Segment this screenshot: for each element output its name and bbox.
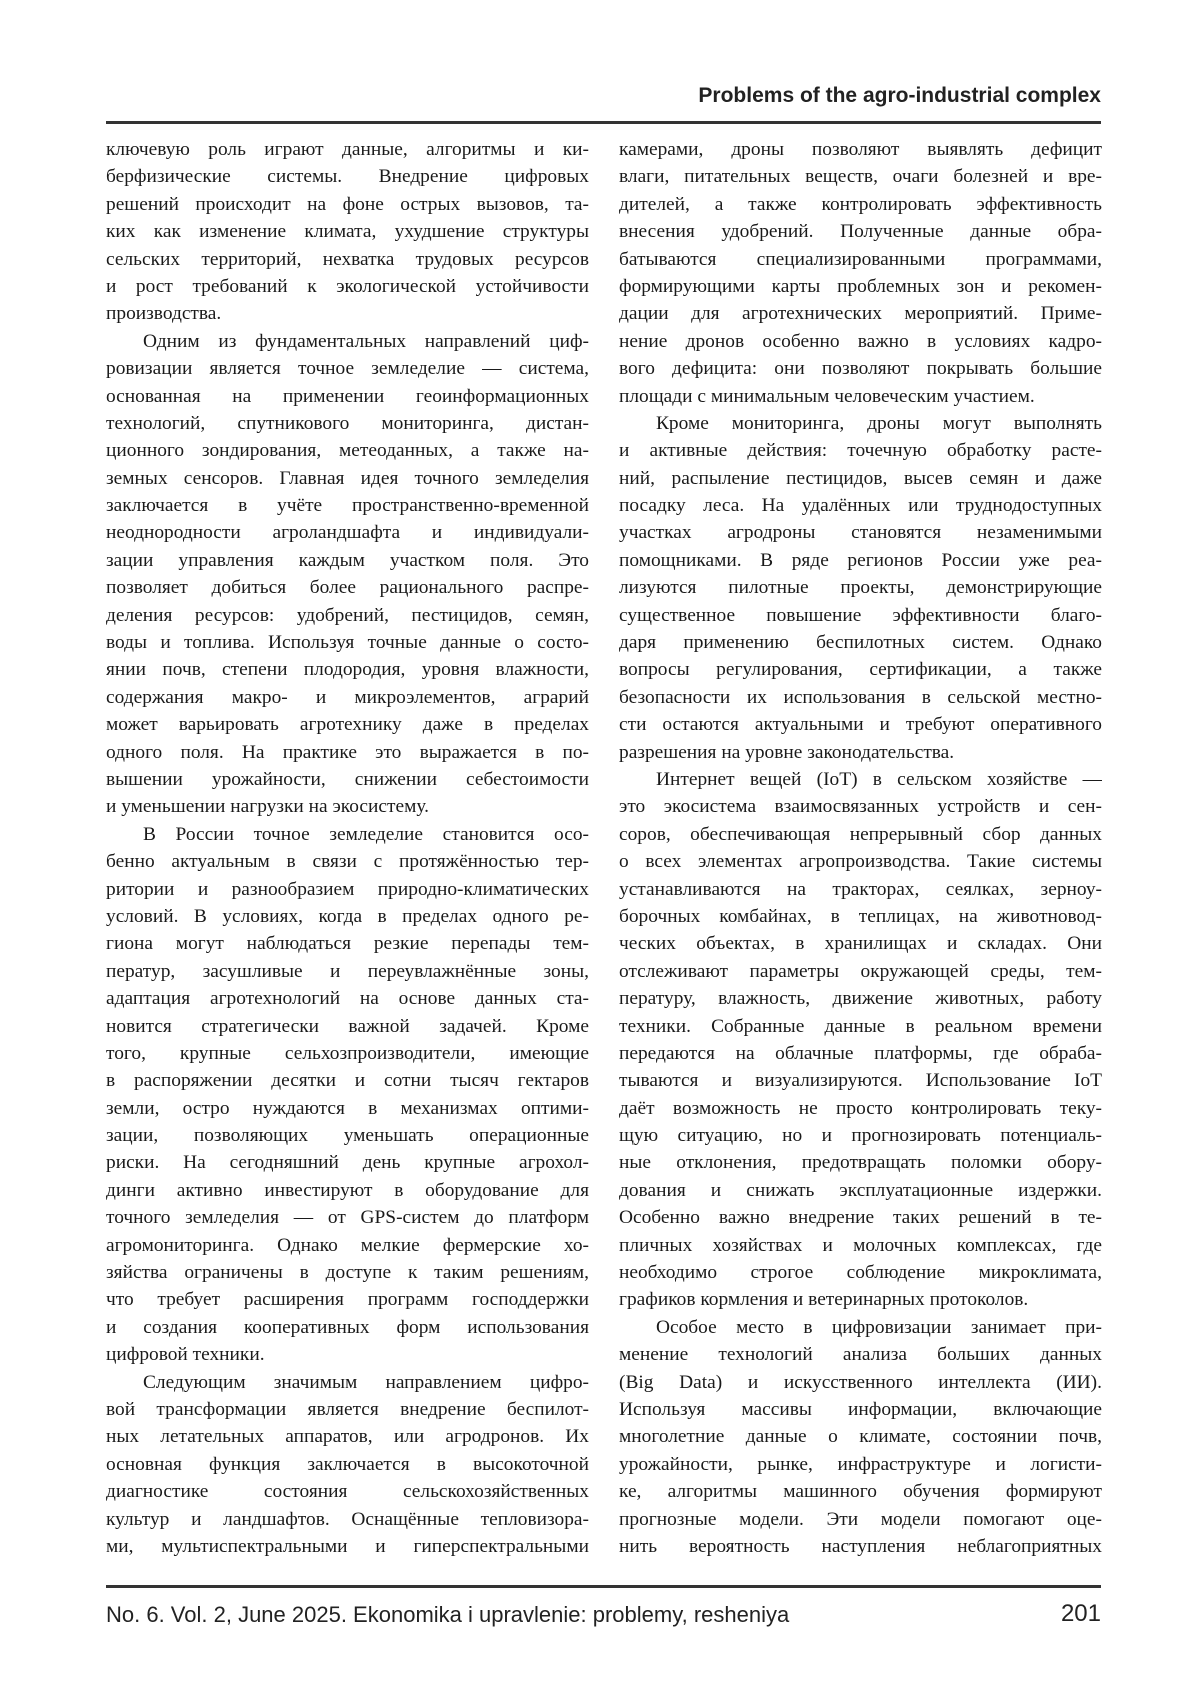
text-line: что требует расширения программ господдержки <box>106 1286 589 1313</box>
text-line: посадку леса. На удалённых или труднодоступных <box>619 492 1102 519</box>
text-line: и уменьшении нагрузки на экосистему. <box>106 793 589 820</box>
text-line: культур и ландшафтов. Оснащённые тепловизора- <box>106 1506 589 1533</box>
paragraph <box>106 821 589 1369</box>
paragraph <box>619 136 1102 410</box>
text-line: батываются специализированными программами, <box>619 246 1102 273</box>
text-line: сельских территорий, нехватка трудовых ресурсов <box>106 246 589 273</box>
text-column-right <box>619 136 1102 1560</box>
text-line: сти остаются актуальными и требуют оперативного <box>619 711 1102 738</box>
text-line: ровизации является точное земледелие — система, <box>106 355 589 382</box>
text-line: условий. В условиях, когда в пределах одного ре- <box>106 903 589 930</box>
text-line: графиков кормления и ветеринарных протоколов. <box>619 1286 1102 1313</box>
text-line: вой трансформации является внедрение беспилот- <box>106 1396 589 1423</box>
paragraph <box>619 1314 1102 1561</box>
paragraph <box>106 1369 589 1561</box>
text-line: новится стратегически важной задачей. Кроме <box>106 1013 589 1040</box>
text-line: пличных хозяйствах и молочных комплексах, где <box>619 1232 1102 1259</box>
text-line: камерами, дроны позволяют выявлять дефицит <box>619 136 1102 163</box>
text-line: неоднородности агроландшафта и индивидуали- <box>106 519 589 546</box>
text-line: помощниками. В ряде регионов России уже реа- <box>619 547 1102 574</box>
text-line: тываются и визуализируются. Использование IoT <box>619 1067 1102 1094</box>
text-line: Особенно важно внедрение таких решений в те- <box>619 1204 1102 1231</box>
text-line: агромониторинга. Однако мелкие фермерские хо- <box>106 1232 589 1259</box>
text-line: зации, позволяющих уменьшать операционные <box>106 1122 589 1149</box>
text-line: деления ресурсов: удобрений, пестицидов, семян, <box>106 602 589 629</box>
text-line: содержания макро- и микроэлементов, аграрий <box>106 684 589 711</box>
page-number: 201 <box>1061 1600 1101 1628</box>
text-line: многолетние данные о климате, состоянии почв, <box>619 1423 1102 1450</box>
paragraph <box>106 136 589 328</box>
text-line: риски. На сегодняшний день крупные агрохол- <box>106 1149 589 1176</box>
text-line: борочных комбайнах, в теплицах, на животновод- <box>619 903 1102 930</box>
text-line: ператур, засушливые и переувлажнённые зоны, <box>106 958 589 985</box>
text-line: Используя массивы информации, включающие <box>619 1396 1102 1423</box>
text-line: земных сенсоров. Главная идея точного земледелия <box>106 465 589 492</box>
text-line: урожайности, рынке, инфраструктуре и логисти- <box>619 1451 1102 1478</box>
text-line: отслеживают параметры окружающей среды, тем- <box>619 958 1102 985</box>
text-line: площади с минимальным человеческим участием. <box>619 383 1102 410</box>
text-line: устанавливаются на тракторах, сеялках, зерноу- <box>619 876 1102 903</box>
paragraph <box>619 410 1102 766</box>
text-line: дителей, а также контролировать эффективность <box>619 191 1102 218</box>
text-line: формирующими карты проблемных зон и рекомен- <box>619 273 1102 300</box>
text-line: ные отклонения, предотвращать поломки обору- <box>619 1149 1102 1176</box>
header-rule <box>106 121 1101 124</box>
text-line: ких как изменение климата, ухудшение структуры <box>106 218 589 245</box>
text-line: нение дронов особенно важно в условиях кадро- <box>619 328 1102 355</box>
text-line: участках агродроны становятся незаменимыми <box>619 519 1102 546</box>
text-line: берфизические системы. Внедрение цифровых <box>106 163 589 190</box>
text-line: ми, мультиспектральными и гиперспектральными <box>106 1533 589 1560</box>
text-line: вого дефицита: они позволяют покрывать большие <box>619 355 1102 382</box>
text-line: основная функция заключается в высокоточной <box>106 1451 589 1478</box>
text-line: ключевую роль играют данные, алгоритмы и ки- <box>106 136 589 163</box>
text-line: заключается в учёте пространственно-временной <box>106 492 589 519</box>
text-line: влаги, питательных веществ, очаги болезней и вре- <box>619 163 1102 190</box>
text-line: разрешения на уровне законодательства. <box>619 739 1102 766</box>
text-line: цифровой техники. <box>106 1341 589 1368</box>
text-line: позволяет добиться более рационального распре- <box>106 574 589 601</box>
text-column-left <box>106 136 589 1560</box>
text-line: Кроме мониторинга, дроны могут выполнять <box>619 410 1102 437</box>
text-line: менение технологий анализа больших данных <box>619 1341 1102 1368</box>
text-line: зяйства ограничены в доступе к таким решениям, <box>106 1259 589 1286</box>
text-line: существенное повышение эффективности благо- <box>619 602 1102 629</box>
text-line: янии почв, степени плодородия, уровня влажности, <box>106 656 589 683</box>
text-line: диагностике состояния сельскохозяйственных <box>106 1478 589 1505</box>
text-line: точного земледелия — от GPS-систем до платформ <box>106 1204 589 1231</box>
text-line: Интернет вещей (IoT) в сельском хозяйстве — <box>619 766 1102 793</box>
text-line: даёт возможность не просто контролировать теку- <box>619 1095 1102 1122</box>
text-line: пературу, влажность, движение животных, работу <box>619 985 1102 1012</box>
text-line: основанная на применении геоинформационных <box>106 383 589 410</box>
text-line: вопросы регулирования, сертификации, а также <box>619 656 1102 683</box>
text-line: адаптация агротехнологий на основе данных ста- <box>106 985 589 1012</box>
text-line: техники. Собранные данные в реальном времени <box>619 1013 1102 1040</box>
text-line: земли, остро нуждаются в механизмах оптими- <box>106 1095 589 1122</box>
text-line: и рост требований к экологической устойчивости <box>106 273 589 300</box>
footer-journal-citation: No. 6. Vol. 2, June 2025. Ekonomika i upravlenie: problemy, resheniya <box>106 1602 789 1628</box>
text-line: Следующим значимым направлением цифро- <box>106 1369 589 1396</box>
text-line: это экосистема взаимосвязанных устройств и сен- <box>619 793 1102 820</box>
text-line: прогнозные модели. Эти модели помогают оце- <box>619 1506 1102 1533</box>
text-line: ных летательных аппаратов, или агродронов. Их <box>106 1423 589 1450</box>
text-line: бенно актуальным в связи с протяжённостью тер- <box>106 848 589 875</box>
text-line: и активные действия: точечную обработку расте- <box>619 437 1102 464</box>
text-line: лизуются пилотные проекты, демонстрирующие <box>619 574 1102 601</box>
text-line: может варьировать агротехнику даже в пределах <box>106 711 589 738</box>
text-line: безопасности их использования в сельской местно- <box>619 684 1102 711</box>
paragraph <box>619 766 1102 1314</box>
text-line: решений происходит на фоне острых вызовов, та- <box>106 191 589 218</box>
text-line: дования и снижать эксплуатационные издержки. <box>619 1177 1102 1204</box>
text-line: В России точное земледелие становится осо- <box>106 821 589 848</box>
footer-rule <box>106 1585 1101 1588</box>
text-line: и создания кооперативных форм использования <box>106 1314 589 1341</box>
text-line: дации для агротехнических мероприятий. Приме- <box>619 300 1102 327</box>
text-line: ческих объектах, в хранилищах и складах. Они <box>619 930 1102 957</box>
text-line: вышении урожайности, снижении себестоимости <box>106 766 589 793</box>
text-line: щую ситуацию, но и прогнозировать потенциаль- <box>619 1122 1102 1149</box>
text-line: Одним из фундаментальных направлений циф- <box>106 328 589 355</box>
text-line: ритории и разнообразием природно-климатических <box>106 876 589 903</box>
text-line: ке, алгоритмы машинного обучения формируют <box>619 1478 1102 1505</box>
text-line: зации управления каждым участком поля. Это <box>106 547 589 574</box>
text-line: соров, обеспечивающая непрерывный сбор данных <box>619 821 1102 848</box>
running-header-title: Problems of the agro-industrial complex <box>698 84 1101 108</box>
text-line: внесения удобрений. Полученные данные обра- <box>619 218 1102 245</box>
text-line: даря применению беспилотных систем. Однако <box>619 629 1102 656</box>
text-line: того, крупные сельхозпроизводители, имеющие <box>106 1040 589 1067</box>
text-line: динги активно инвестируют в оборудование для <box>106 1177 589 1204</box>
text-line: гиона могут наблюдаться резкие перепады тем- <box>106 930 589 957</box>
text-line: необходимо строгое соблюдение микроклимата, <box>619 1259 1102 1286</box>
text-line: о всех элементах агропроизводства. Такие системы <box>619 848 1102 875</box>
text-line: в распоряжении десятки и сотни тысяч гектаров <box>106 1067 589 1094</box>
text-line: технологий, спутникового мониторинга, дистан- <box>106 410 589 437</box>
text-line: Особое место в цифровизации занимает при- <box>619 1314 1102 1341</box>
text-line: ционного зондирования, метеоданных, а также на- <box>106 437 589 464</box>
text-line: нить вероятность наступления неблагоприятных <box>619 1533 1102 1560</box>
text-line: производства. <box>106 300 589 327</box>
text-line: передаются на облачные платформы, где обраба- <box>619 1040 1102 1067</box>
text-line: одного поля. На практике это выражается в по- <box>106 739 589 766</box>
paragraph <box>106 328 589 821</box>
text-line: воды и топлива. Используя точные данные о состо- <box>106 629 589 656</box>
text-line: ний, распыление пестицидов, высев семян и даже <box>619 465 1102 492</box>
text-line: (Big Data) и искусственного интеллекта (ИИ). <box>619 1369 1102 1396</box>
